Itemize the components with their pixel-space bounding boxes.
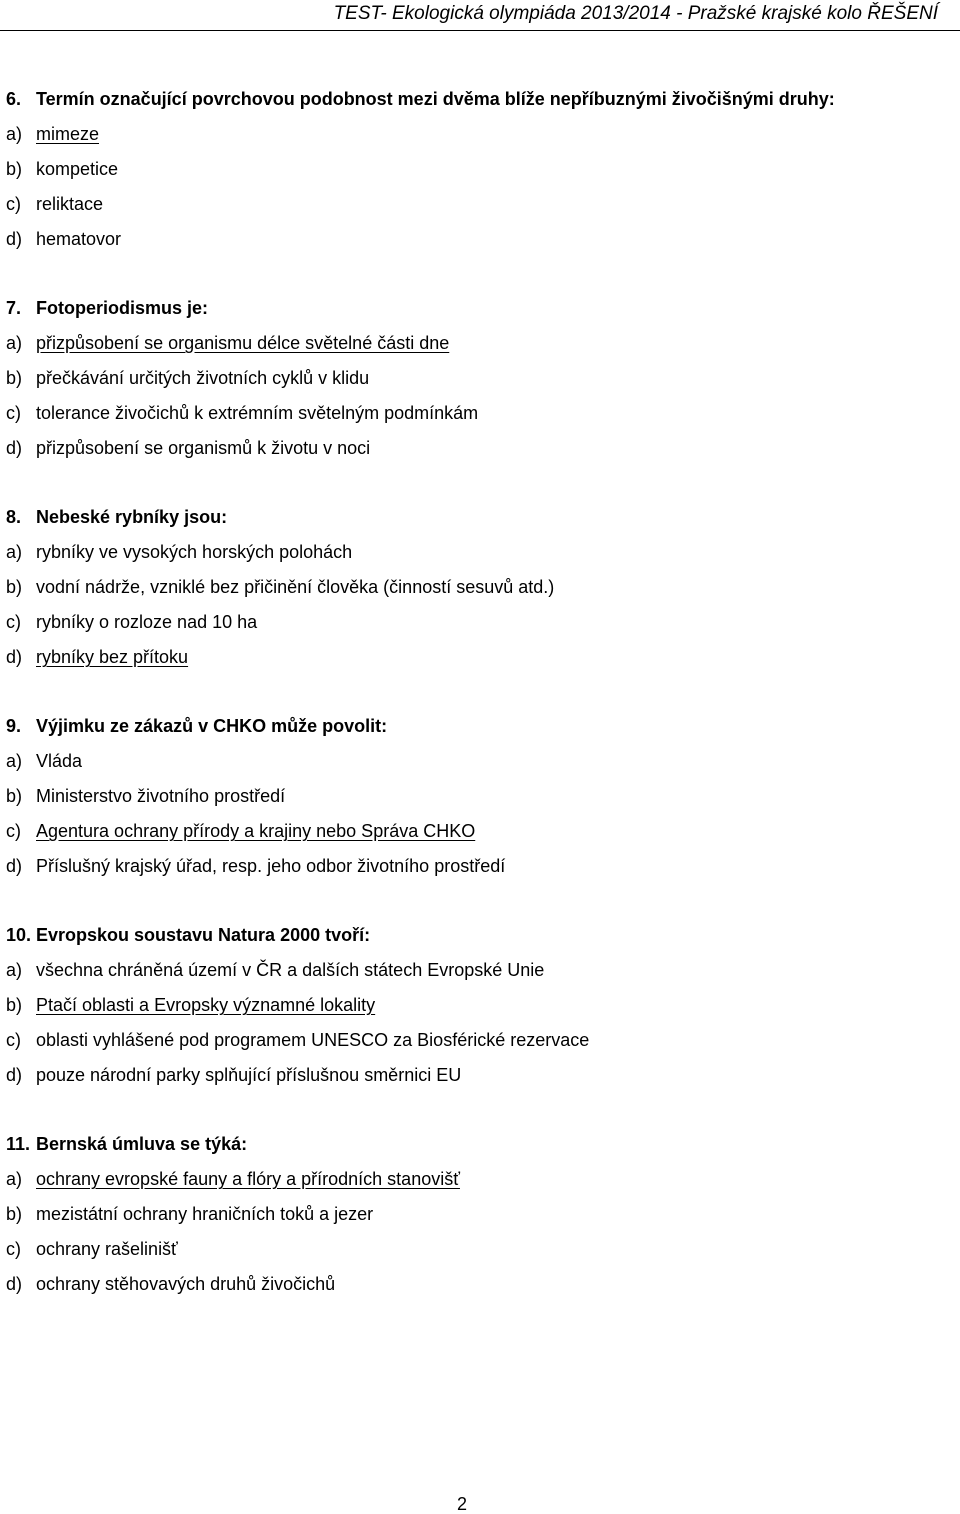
answer-option <box>0 222 960 257</box>
answer-letter: a) <box>6 124 23 144</box>
question-8 <box>0 500 960 675</box>
correct-answer-text: mimeze <box>36 124 100 144</box>
answer-letter: b) <box>6 1204 23 1224</box>
answer-letter: b) <box>6 159 23 179</box>
question-heading <box>0 918 960 953</box>
question-10 <box>0 918 960 1093</box>
answer-letter: b) <box>6 577 23 597</box>
correct-answer-text: přizpůsobení se organismu délce světelné části dne <box>36 333 450 353</box>
answer-option <box>0 187 960 222</box>
correct-answer-text: Agentura ochrany přírody a krajiny nebo Správa CHKO <box>36 821 476 841</box>
question-text: Výjimku ze zákazů v CHKO může povolit: <box>36 716 388 736</box>
answer-option <box>0 1023 960 1058</box>
answer-option <box>0 988 960 1023</box>
answer-text: Příslušný krajský úřad, resp. jeho odbor životního prostředí <box>36 856 506 876</box>
answer-option <box>0 431 960 466</box>
question-text: Bernská úmluva se týká: <box>36 1134 248 1154</box>
question-text: Evropskou soustavu Natura 2000 tvoří: <box>36 925 371 945</box>
answer-text: vodní nádrže, vzniklé bez přičinění člověka (činností sesuvů atd.) <box>36 577 555 597</box>
answer-option <box>0 326 960 361</box>
answer-text: ochrany rašelinišť <box>36 1239 178 1259</box>
answer-letter: c) <box>6 403 21 423</box>
question-heading <box>0 1127 960 1162</box>
answer-letter: c) <box>6 612 21 632</box>
answer-letter: a) <box>6 333 23 353</box>
question-number: 10. <box>6 925 32 945</box>
question-number: 8. <box>6 507 22 527</box>
answer-option <box>0 570 960 605</box>
answer-text: přizpůsobení se organismů k životu v noci <box>36 438 371 458</box>
answer-text: přečkávání určitých životních cyklů v klidu <box>36 368 370 388</box>
answer-text: reliktace <box>36 194 104 214</box>
answer-option <box>0 117 960 152</box>
question-heading <box>0 500 960 535</box>
answer-letter: c) <box>6 194 21 214</box>
answer-text: Vláda <box>36 751 83 771</box>
question-11 <box>0 1127 960 1302</box>
answer-letter: c) <box>6 821 21 841</box>
answer-letter: d) <box>6 856 23 876</box>
answer-option <box>0 1162 960 1197</box>
correct-answer-text: rybníky bez přítoku <box>36 647 189 667</box>
answer-option <box>0 1232 960 1267</box>
answer-option <box>0 640 960 675</box>
answer-option <box>0 814 960 849</box>
answer-option <box>0 1197 960 1232</box>
answer-letter: d) <box>6 229 23 249</box>
answer-text: všechna chráněná území v ČR a dalších státech Evropské Unie <box>36 960 545 980</box>
answer-option <box>0 1267 960 1302</box>
answer-option <box>0 849 960 884</box>
correct-answer-text: ochrany evropské fauny a flóry a přírodních stanovišť <box>36 1169 460 1189</box>
question-9 <box>0 709 960 884</box>
answer-option <box>0 953 960 988</box>
answer-letter: d) <box>6 647 23 667</box>
question-6 <box>0 82 960 257</box>
answer-letter: b) <box>6 368 23 388</box>
answer-letter: c) <box>6 1239 21 1259</box>
header-divider <box>0 30 960 31</box>
page-number: 2 <box>456 1494 467 1514</box>
question-heading <box>0 709 960 744</box>
answer-option <box>0 744 960 779</box>
answer-option <box>0 779 960 814</box>
answer-text: tolerance živočichů k extrémním světelným podmínkám <box>36 403 479 423</box>
answer-letter: b) <box>6 786 23 806</box>
answer-letter: b) <box>6 995 23 1015</box>
answer-letter: d) <box>6 1065 23 1085</box>
question-number: 11. <box>6 1134 31 1154</box>
answer-option <box>0 361 960 396</box>
question-heading <box>0 291 960 326</box>
answer-text: mezistátní ochrany hraničních toků a jezer <box>36 1204 374 1224</box>
answer-option <box>0 152 960 187</box>
answer-letter: d) <box>6 438 23 458</box>
question-text: Termín označující povrchovou podobnost mezi dvěma blíže nepříbuznými živočišnými druhy: <box>36 89 835 109</box>
answer-letter: a) <box>6 960 23 980</box>
answer-letter: d) <box>6 1274 23 1294</box>
correct-answer-text: Ptačí oblasti a Evropsky významné lokality <box>36 995 376 1015</box>
answer-text: hematovor <box>36 229 122 249</box>
answer-letter: a) <box>6 542 23 562</box>
answer-text: kompetice <box>36 159 119 179</box>
answer-text: rybníky ve vysokých horských polohách <box>36 542 353 562</box>
answer-text: oblasti vyhlášené pod programem UNESCO za Biosférické rezervace <box>36 1030 590 1050</box>
question-text: Nebeské rybníky jsou: <box>36 507 228 527</box>
answer-option <box>0 605 960 640</box>
answer-text: pouze národní parky splňující příslušnou směrnici EU <box>36 1065 462 1085</box>
question-heading <box>0 82 960 117</box>
answer-text: Ministerstvo životního prostředí <box>36 786 286 806</box>
answer-text: rybníky o rozloze nad 10 ha <box>36 612 258 632</box>
answer-text: ochrany stěhovavých druhů živočichů <box>36 1274 336 1294</box>
answer-option <box>0 396 960 431</box>
answer-option <box>0 1058 960 1093</box>
page-header: TEST- Ekologická olympiáda 2013/2014 - Pražské krajské kolo ŘEŠENÍ <box>333 3 938 24</box>
question-7 <box>0 291 960 466</box>
answer-letter: c) <box>6 1030 21 1050</box>
question-number: 9. <box>6 716 22 736</box>
answer-letter: a) <box>6 751 23 771</box>
answer-letter: a) <box>6 1169 23 1189</box>
question-list <box>0 82 960 1336</box>
answer-option <box>0 535 960 570</box>
question-number: 6. <box>6 89 22 109</box>
question-text: Fotoperiodismus je: <box>36 298 209 318</box>
question-number: 7. <box>6 298 22 318</box>
